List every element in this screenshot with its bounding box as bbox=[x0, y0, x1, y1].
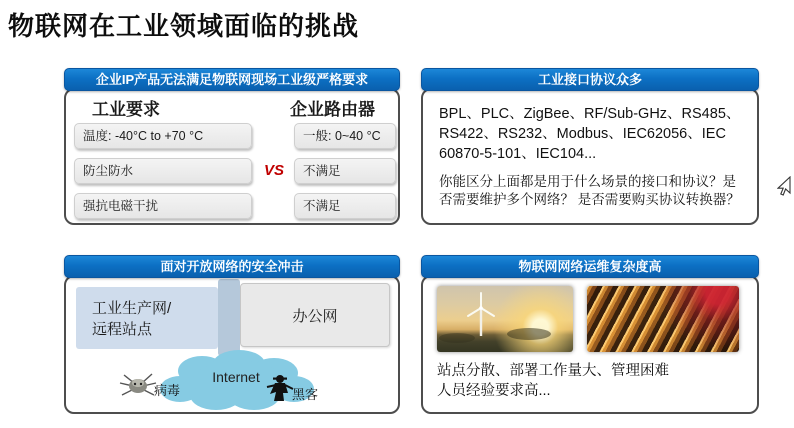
industrial-requirements-title: 工业要求 bbox=[92, 100, 160, 119]
industrial-row-dustproof: 防尘防水 bbox=[74, 158, 252, 184]
enterprise-row-temperature: 一般: 0~40 °C bbox=[294, 123, 396, 149]
hacker-label: 黑客 bbox=[292, 387, 319, 402]
wind-turbine-icon bbox=[437, 286, 573, 352]
om-caption bbox=[437, 361, 669, 401]
hacker-icon bbox=[262, 373, 296, 403]
panel-om-header: 物联网网络运维复杂度高 bbox=[421, 255, 759, 278]
industrial-network-line1: 工业生产网/ bbox=[92, 300, 172, 317]
enterprise-row-unsatisfied-2: 不满足 bbox=[294, 193, 396, 219]
office-network-label: 办公网 bbox=[292, 307, 338, 325]
vs-label: VS bbox=[264, 162, 285, 179]
panel-om-body bbox=[421, 275, 759, 414]
wind-turbine-photo bbox=[437, 286, 573, 352]
hacker-threat bbox=[262, 373, 318, 403]
mouse-cursor bbox=[777, 176, 791, 198]
panel-protocols-body bbox=[421, 88, 759, 225]
office-network-block bbox=[240, 283, 390, 347]
enterprise-row-unsatisfied-1: 不满足 bbox=[294, 158, 396, 184]
panel-security bbox=[64, 255, 400, 414]
protocol-question: 你能区分上面都是用于什么场景的接口和协议？是否需要维护多个网络？ 是否需要购买协议转换器？ bbox=[439, 174, 740, 208]
panel-protocols bbox=[421, 68, 759, 225]
page-title: 物联网在工业领域面临的挑战 bbox=[8, 11, 360, 41]
virus-threat bbox=[118, 371, 180, 399]
industrial-network-line2: 远程站点 bbox=[92, 321, 153, 338]
internet-label: Internet bbox=[212, 369, 260, 385]
virus-label: 病毒 bbox=[154, 383, 181, 398]
panel-security-body bbox=[64, 275, 400, 414]
enterprise-router-title: 企业路由器 bbox=[290, 100, 375, 119]
panel-requirements bbox=[64, 68, 400, 225]
highway-photo bbox=[587, 286, 739, 352]
industrial-network-block bbox=[76, 287, 218, 349]
virus-icon bbox=[118, 371, 158, 399]
industrial-row-temperature: 温度: -40°C to +70 °C bbox=[74, 123, 252, 149]
panel-requirements-body bbox=[64, 88, 400, 225]
panel-om bbox=[421, 255, 759, 414]
protocol-list: BPL、PLC、ZigBee、RF/Sub-GHz、RS485、RS422、RS232、Modbus、IEC62056、IEC 60870-5-101、IEC104... bbox=[439, 106, 741, 162]
panel-requirements-header: 企业IP产品无法满足物联网现场工业级严格要求 bbox=[64, 68, 400, 91]
om-caption-line2: 人员经验要求高... bbox=[437, 383, 551, 399]
panel-security-header: 面对开放网络的安全冲击 bbox=[64, 255, 400, 278]
network-divider-bar bbox=[218, 279, 240, 356]
om-caption-line1: 站点分散、部署工作量大、管理困难 bbox=[437, 363, 669, 379]
industrial-row-emi: 强抗电磁干扰 bbox=[74, 193, 252, 219]
panel-protocols-header: 工业接口协议众多 bbox=[421, 68, 759, 91]
